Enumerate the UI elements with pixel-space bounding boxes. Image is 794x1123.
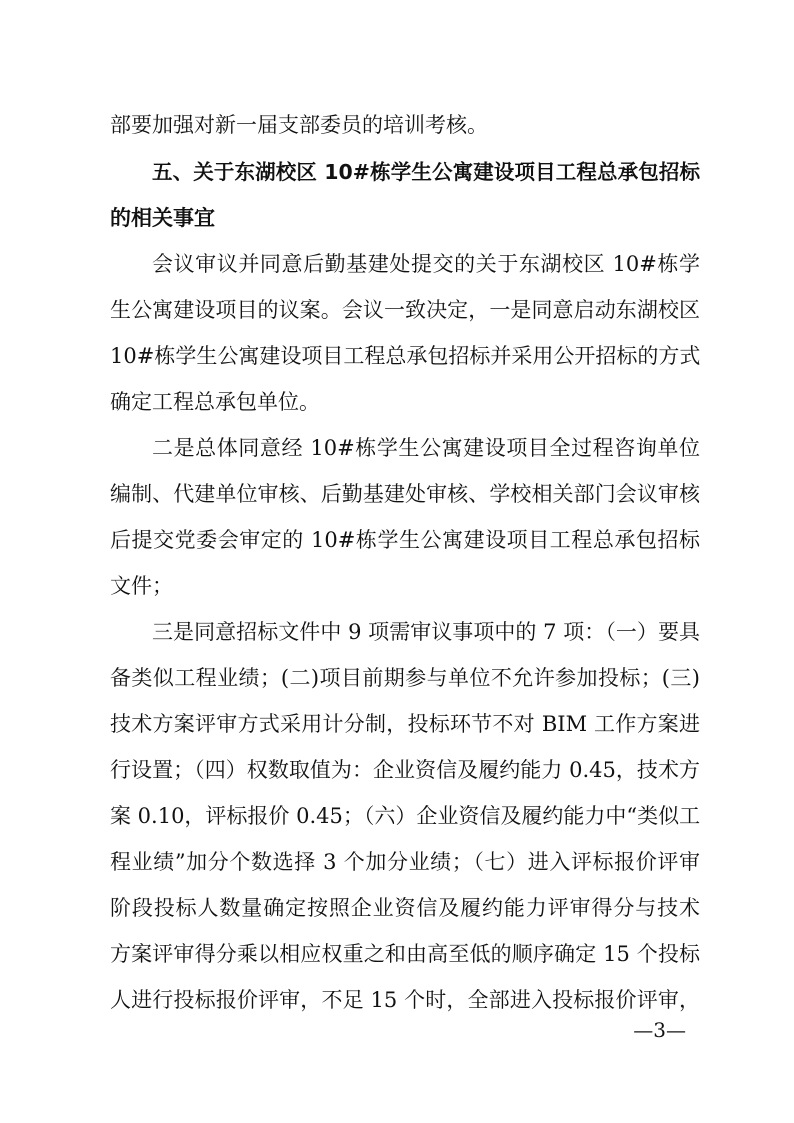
paragraph-line: 行设置；（四）权数取值为：企业资信及履约能力 0.45，技术方 — [110, 758, 700, 782]
paragraph-line: 10#栋学生公寓建设项目工程总承包招标并采用公开招标的方式 — [110, 344, 701, 368]
paragraph-line: 备类似工程业绩；(二)项目前期参与单位不允许参加投标；(三) — [110, 666, 700, 690]
paragraph-line: 部要加强对新一届支部委员的培训考核。 — [110, 113, 488, 137]
paragraph-line: 技术方案评审方式采用计分制，投标环节不对 BIM 工作方案进 — [110, 712, 700, 736]
page-number: —3— — [633, 1018, 686, 1042]
paragraph-line: 程业绩”加分个数选择 3 个加分业绩；（七）进入评标报价评审 — [110, 850, 700, 874]
paragraph-line: 二是总体同意经 10#栋学生公寓建设项目全过程咨询单位 — [152, 436, 700, 460]
paragraph-line: 编制、代建单位审核、后勤基建处审核、学校相关部门会议审核 — [110, 482, 700, 506]
paragraph-line: 生公寓建设项目的议案。会议一致决定，一是同意启动东湖校区 — [110, 298, 700, 322]
paragraph-line: 会议审议并同意后勤基建处提交的关于东湖校区 10#栋学 — [152, 252, 700, 276]
paragraph-line: 确定工程总承包单位。 — [110, 390, 320, 414]
paragraph-line: 方案评审得分乘以相应权重之和由高至低的顺序确定 15 个投标 — [110, 942, 700, 966]
paragraph-line: 文件； — [110, 574, 173, 598]
paragraph-line: 人进行投标报价评审，不足 15 个时，全部进入投标报价评审， — [110, 988, 700, 1012]
paragraph-line: 案 0.10，评标报价 0.45；（六）企业资信及履约能力中“类似工 — [110, 804, 701, 828]
section-heading-line: 的相关事宜 — [110, 206, 215, 230]
section-heading-line: 五、关于东湖校区 10#栋学生公寓建设项目工程总承包招标 — [152, 160, 700, 184]
paragraph-line: 后提交党委会审定的 10#栋学生公寓建设项目工程总承包招标 — [110, 528, 700, 552]
paragraph-line: 三是同意招标文件中 9 项需审议事项中的 7 项：（一）要具 — [152, 620, 700, 644]
paragraph-line: 阶段投标人数量确定按照企业资信及履约能力评审得分与技术 — [110, 896, 700, 920]
